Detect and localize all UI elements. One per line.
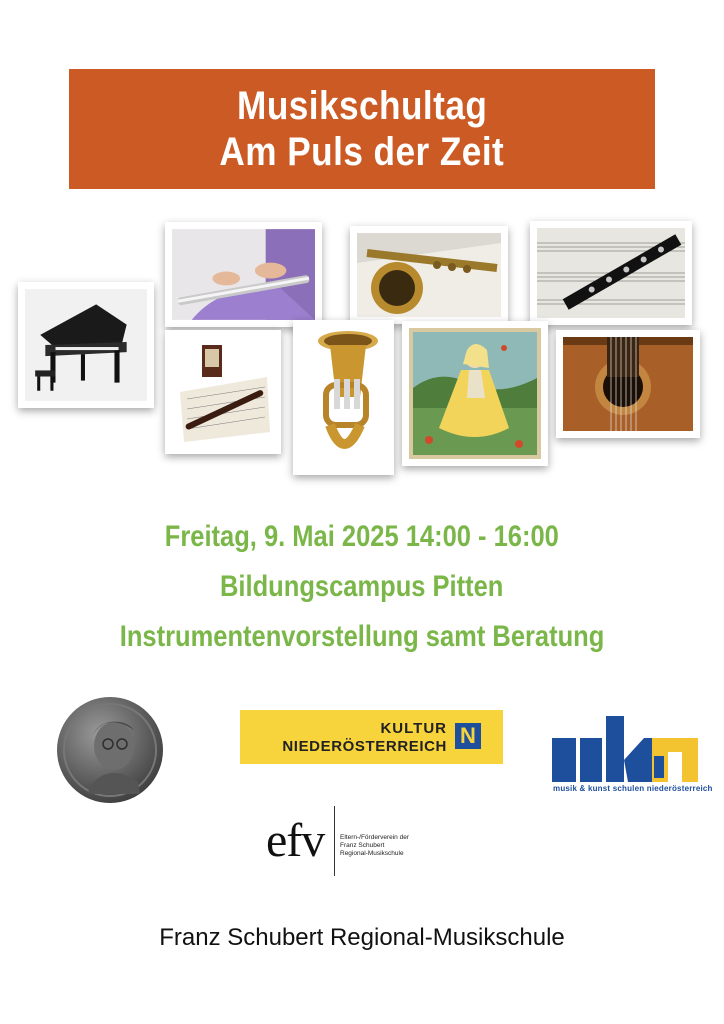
- kultur-line-1: KULTUR: [380, 720, 447, 737]
- event-description-text: Instrumentenvorstellung samt Beratung: [119, 620, 605, 653]
- event-location: [0, 570, 724, 604]
- photo-euphonium: [293, 320, 394, 475]
- photo-recorder: [165, 330, 281, 454]
- schubert-medallion-logo: [56, 696, 164, 804]
- efv-line-3: Regional-Musikschule: [340, 850, 404, 857]
- kultur-niederoesterreich-logo: [240, 710, 503, 764]
- event-location-text: Bildungscampus Pitten: [220, 570, 504, 603]
- photo-guitar: [556, 330, 700, 438]
- noe-mark-icon: N: [455, 723, 481, 749]
- title-line-1: Musikschultag: [236, 84, 488, 128]
- efv-divider: [334, 806, 335, 876]
- title-banner: [69, 69, 655, 189]
- photo-grand-piano: [18, 282, 154, 408]
- school-name-footer: Franz Schubert Regional-Musikschule: [159, 924, 565, 951]
- event-date: [0, 520, 724, 554]
- kultur-line-2: NIEDERÖSTERREICH: [282, 738, 447, 755]
- event-description: [0, 620, 724, 654]
- efv-logo-text: [340, 834, 409, 858]
- mkm-caption: musik & kunst schulen niederösterreich: [553, 784, 713, 793]
- photo-flute: [165, 222, 322, 327]
- title-line-2: Am Puls der Zeit: [219, 130, 505, 174]
- photo-painting: [402, 321, 548, 466]
- photo-clarinet: [530, 221, 692, 325]
- event-date-text: Freitag, 9. Mai 2025 14:00 - 16:00: [164, 520, 560, 553]
- photo-saxophone: [350, 226, 508, 324]
- mkm-logo: [552, 716, 698, 782]
- efv-logo-wordmark: efv: [266, 814, 325, 867]
- efv-line-1: Eltern-/Förderverein der: [340, 834, 409, 841]
- efv-line-2: Franz Schubert: [340, 842, 385, 849]
